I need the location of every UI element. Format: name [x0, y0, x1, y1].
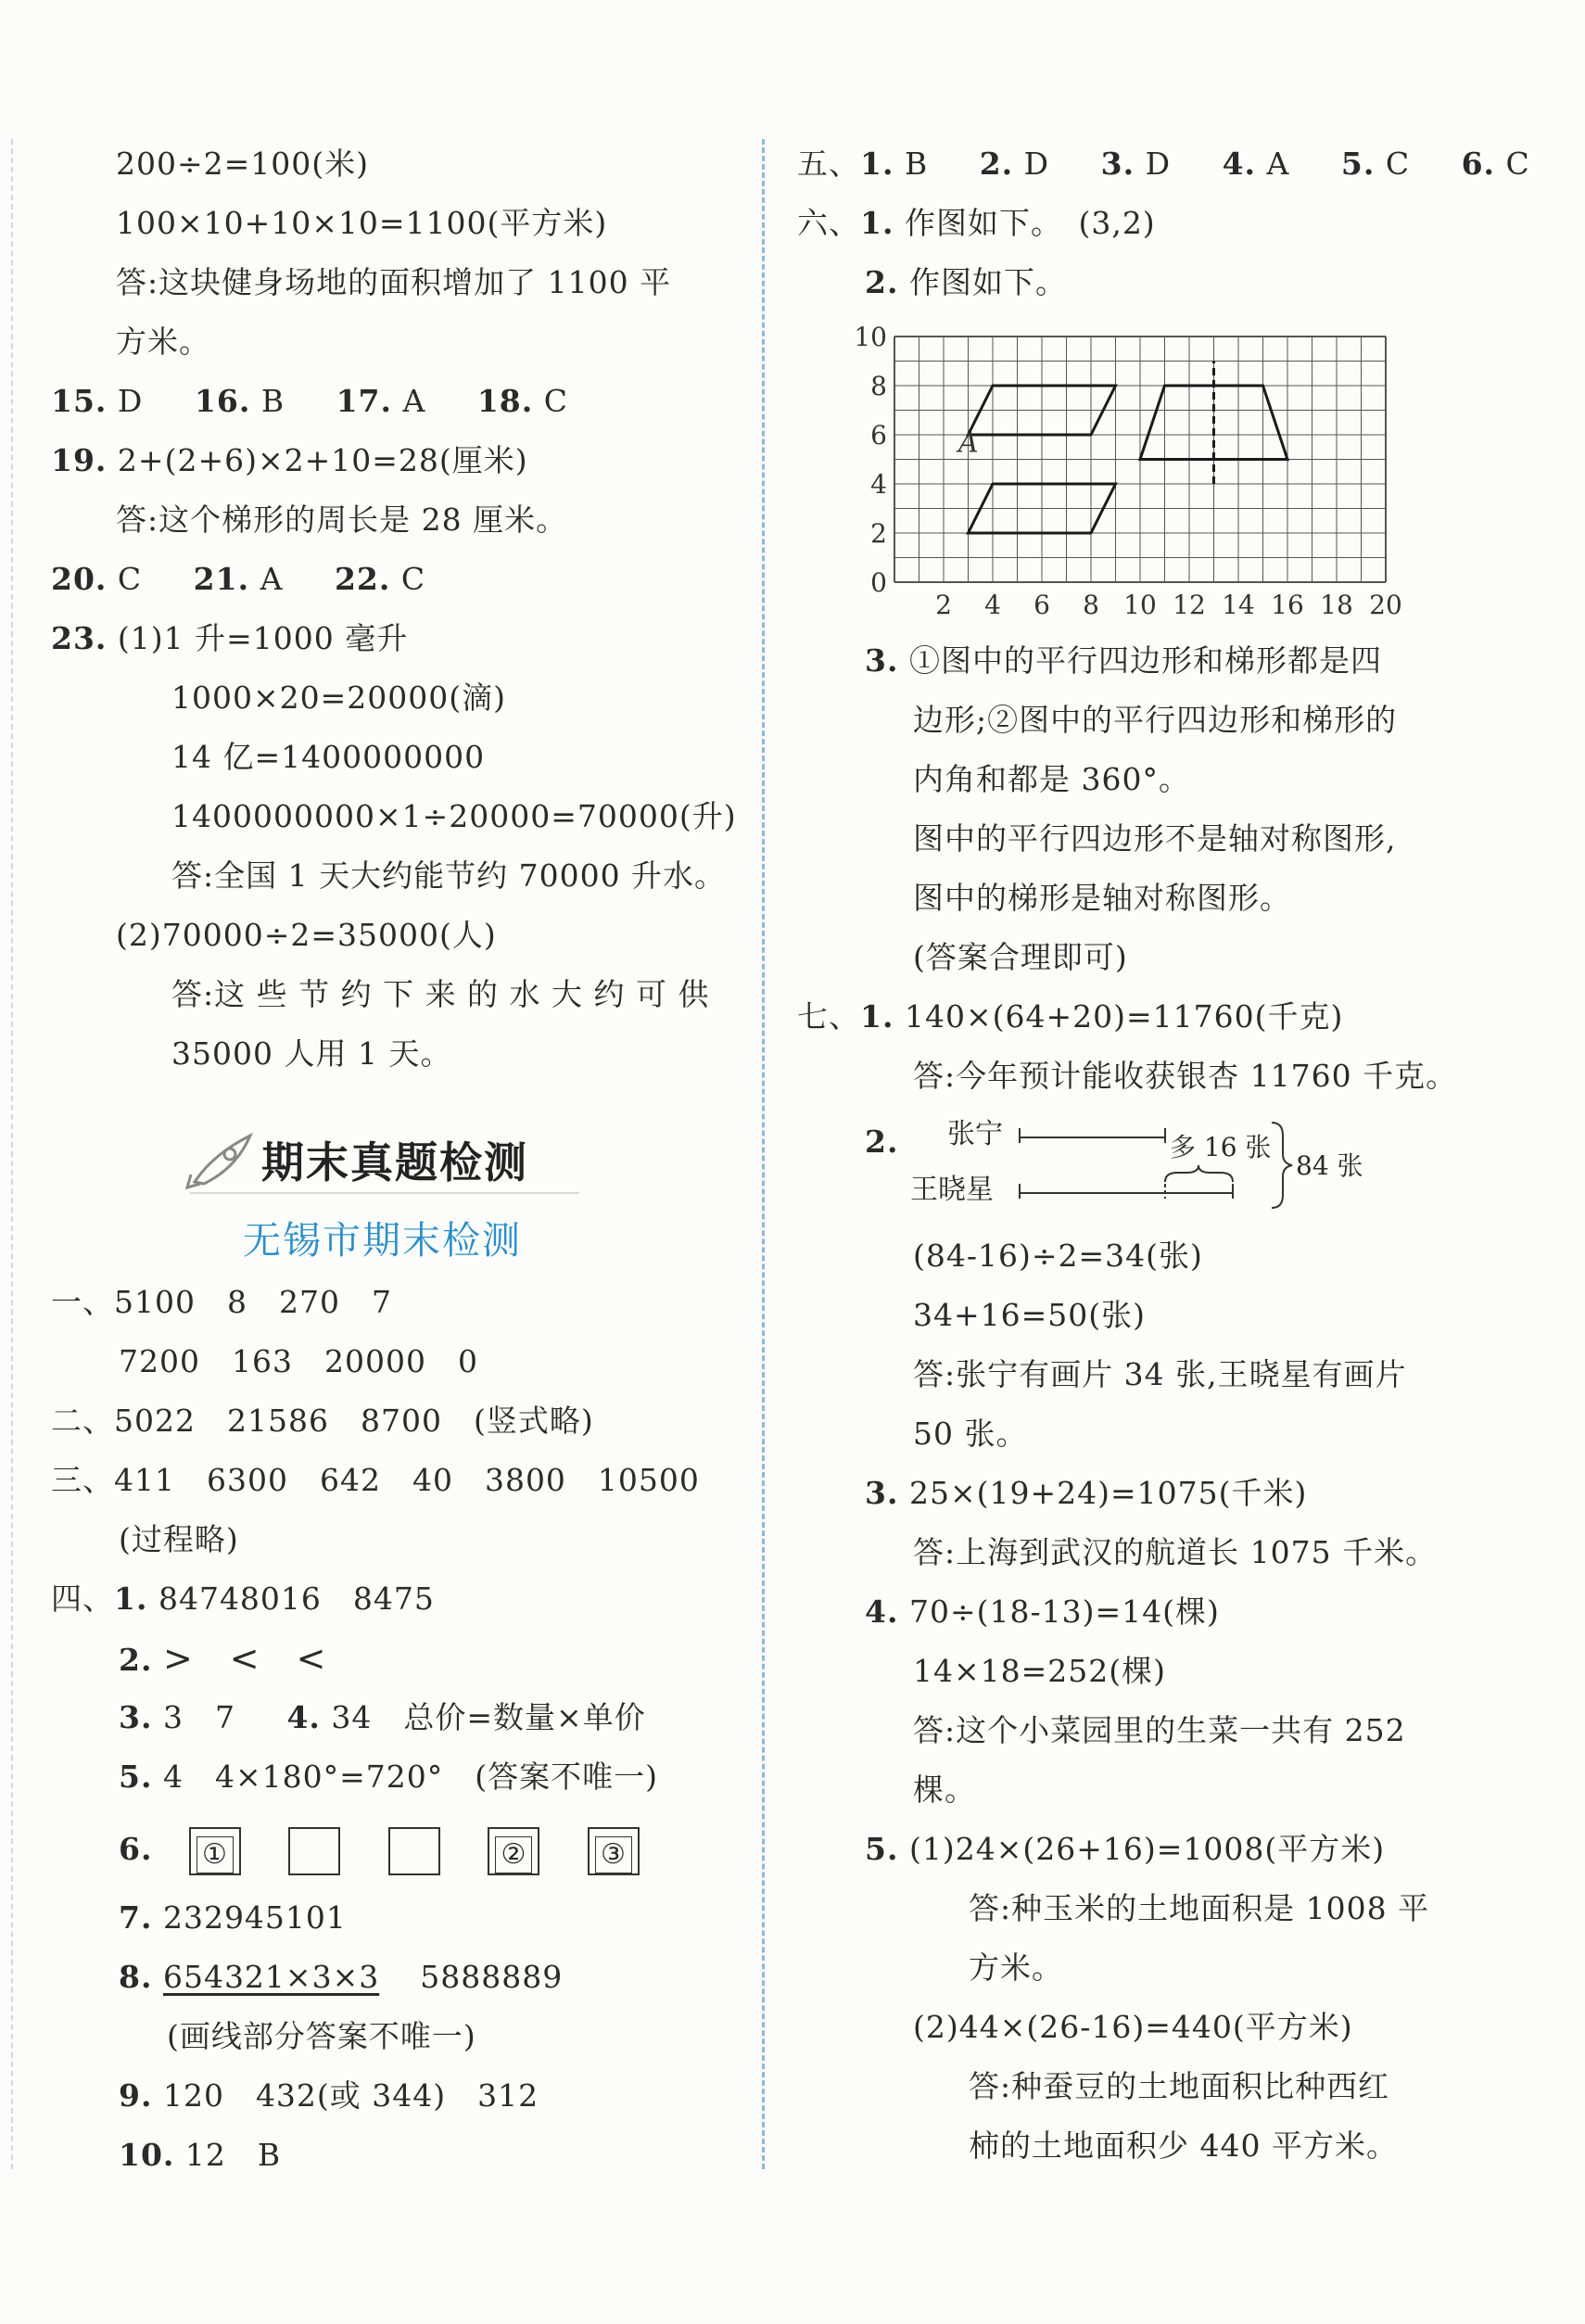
title-underline	[190, 1192, 579, 1194]
answer: B	[260, 383, 285, 419]
text-line: 内角和都是 360°。	[913, 761, 1190, 797]
x-tick-label: 10	[1123, 590, 1157, 620]
part-four-2	[119, 1629, 326, 1688]
text-line: (84-16)÷2=34(张)	[913, 1238, 1203, 1274]
question-number: 3.	[1100, 146, 1135, 182]
y-tick-label: 6	[870, 420, 887, 451]
x-tick-label: 18	[1320, 590, 1353, 620]
x-tick-label: 14	[1222, 590, 1255, 620]
part-seven-2-label	[865, 1112, 898, 1172]
question-number: 18.	[476, 383, 534, 419]
section-number: 五、	[797, 146, 860, 182]
text-line: 答:今年预计能收获银杏 11760 千克。	[913, 1058, 1458, 1094]
part-four-9	[119, 2066, 539, 2126]
text-line: 答:这块健身场地的面积增加了 1100 平	[116, 264, 672, 300]
answer: C	[1505, 146, 1530, 182]
section-number: 七、	[797, 998, 860, 1035]
part-six-2	[865, 253, 1067, 312]
left-margin-rule	[11, 139, 13, 2169]
text-line: (过程略)	[119, 1521, 239, 1557]
answer: C	[117, 561, 143, 597]
question-number: 15.	[51, 383, 108, 419]
text-line: 1400000000×1÷20000=70000(升)	[171, 798, 737, 834]
coordinate-grid	[848, 324, 1404, 621]
text-line: 100×10+10×10=1100(平方米)	[116, 205, 608, 241]
answer: (1)24×(26+16)=1008(平方米)	[908, 1831, 1386, 1867]
answer: A	[1266, 146, 1290, 182]
text-line: 50 张。	[913, 1416, 1028, 1452]
question-number: 6.	[119, 1831, 153, 1867]
text-line: 1000×20=20000(滴)	[171, 679, 507, 716]
text-line: 答:上海到武汉的航道长 1075 千米。	[913, 1534, 1438, 1570]
difference-label: 多 16 张	[1170, 1132, 1272, 1162]
text-line: 14×18=252(棵)	[913, 1653, 1167, 1689]
answer: C	[1385, 146, 1411, 182]
section-number: 六、	[797, 205, 860, 241]
column-divider	[762, 139, 765, 2169]
answer: 120 432(或 344) 312	[162, 2077, 539, 2114]
question-number: 17.	[336, 383, 392, 419]
rocket-icon	[185, 1126, 260, 1191]
answer: 5022 21586 8700 (竖式略)	[114, 1403, 594, 1439]
text-line: (2)44×(26-16)=440(平方米)	[913, 2009, 1353, 2045]
brace-total	[1272, 1123, 1292, 1208]
question-number: 2.	[119, 1642, 153, 1678]
text-line: 答:种玉米的土地面积是 1008 平	[969, 1890, 1430, 1926]
question-number: 1.	[860, 205, 894, 241]
text-line: 答:这个小菜园里的生菜一共有 252	[913, 1712, 1406, 1748]
y-tick-label: 0	[870, 567, 887, 598]
answer: 作图如下。 (3,2)	[904, 205, 1156, 241]
text-line: 图中的平行四边形不是轴对称图形,	[913, 820, 1397, 857]
question-number: 1.	[860, 146, 894, 182]
text-line: 方米。	[116, 324, 210, 360]
part-four-7	[119, 1888, 347, 1948]
answer: A	[402, 383, 426, 419]
text-line: (画线部分答案不唯一)	[167, 2018, 476, 2054]
text-line: 方米。	[969, 1949, 1063, 1986]
answer-row-20-22	[51, 550, 425, 609]
section-number: 一、	[51, 1284, 114, 1320]
text-line: 棵。	[913, 1772, 976, 1808]
part-four-5	[119, 1747, 658, 1807]
answer-box	[189, 1827, 241, 1875]
part-four-6	[119, 1817, 677, 1882]
answer: 84748016 8475	[158, 1581, 435, 1617]
answer: 5888889	[420, 1959, 564, 1995]
point-label: A	[957, 426, 979, 460]
part-five	[797, 134, 1530, 194]
answer: 140×(64+20)=11760(千克)	[904, 998, 1344, 1035]
answer: 5100 8 270 7	[114, 1284, 392, 1320]
underlined-answer: 654321×3×3	[162, 1959, 380, 1995]
name-label: 张宁	[947, 1118, 1003, 1150]
text-line: 答:这个梯形的周长是 28 厘米。	[116, 502, 568, 538]
answer: ①图中的平行四边形和梯形都是四	[908, 642, 1382, 679]
x-tick-label: 20	[1369, 590, 1402, 620]
answer: D	[1023, 146, 1050, 182]
question-number: 2.	[865, 1124, 899, 1160]
text-line: 34+16=50(张)	[913, 1297, 1147, 1333]
answer: 4 4×180°=720° (答案不唯一)	[162, 1759, 658, 1795]
x-tick-label: 16	[1271, 590, 1304, 620]
answer: 411 6300 642 40 3800 10500	[114, 1462, 700, 1498]
circled-answer: ③	[595, 1836, 632, 1873]
part-one	[51, 1273, 392, 1332]
y-tick-label: 4	[870, 469, 887, 500]
question-number: 22.	[334, 561, 391, 597]
part-four-10	[119, 2126, 281, 2185]
answer: 232945101	[162, 1899, 347, 1936]
question-number: 5.	[119, 1759, 153, 1795]
part-seven-5	[865, 1820, 1385, 1879]
answer-box-empty	[388, 1827, 440, 1875]
section-number: 二、	[51, 1403, 114, 1439]
question-number: 1.	[114, 1581, 148, 1617]
section-number: 四、	[51, 1581, 114, 1617]
part-two	[51, 1391, 594, 1451]
circled-answer: ②	[495, 1836, 532, 1873]
part-four-3-4	[119, 1688, 646, 1747]
circled-answer: ①	[197, 1836, 234, 1873]
line-segment-diagram	[908, 1108, 1390, 1219]
x-tick-label: 8	[1083, 590, 1099, 620]
answer: 12 B	[184, 2137, 282, 2173]
part-six-1	[797, 194, 1156, 253]
total-label: 84 张	[1296, 1150, 1363, 1181]
question-number: 2.	[979, 146, 1014, 182]
question-number: 4.	[286, 1699, 321, 1735]
text-line: 答:种蚕豆的土地面积比种西红	[969, 2068, 1390, 2104]
answer: C	[400, 561, 426, 597]
text-line: (答案合理即可)	[913, 939, 1128, 975]
question-number: 8.	[119, 1959, 153, 1995]
answer: (1)1 升=1000 毫升	[117, 620, 409, 656]
answer: A	[260, 561, 284, 597]
answer: D	[117, 383, 144, 419]
part-six-3	[865, 631, 1382, 691]
question-number: 9.	[119, 2077, 153, 2114]
answer: B	[904, 146, 929, 182]
answer-row-15-18	[51, 372, 568, 431]
question-number: 3.	[865, 642, 899, 679]
answer: 3 7	[162, 1699, 235, 1735]
text-line: 200÷2=100(米)	[116, 146, 370, 182]
part-four-1	[51, 1569, 435, 1629]
section-title: 期末真题检测	[261, 1137, 528, 1187]
answer: C	[543, 383, 569, 419]
text-line: 边形;②图中的平行四边形和梯形的	[913, 702, 1398, 738]
x-tick-label: 12	[1173, 590, 1206, 620]
y-tick-label: 8	[870, 371, 887, 401]
y-tick-label: 10	[854, 324, 887, 352]
text-line: 柿的土地面积少 440 平方米。	[969, 2127, 1398, 2164]
answer-box	[588, 1827, 640, 1875]
question-number: 10.	[119, 2137, 175, 2173]
question-number: 5.	[865, 1831, 899, 1867]
text-line: 图中的梯形是轴对称图形。	[913, 880, 1291, 916]
question-number: 7.	[119, 1899, 153, 1936]
text-line: 答:全国 1 天大约能节约 70000 升水。	[171, 857, 727, 894]
y-tick-label: 2	[870, 518, 887, 549]
question-number: 1.	[860, 998, 894, 1035]
text-line: 7200 163 20000 0	[119, 1343, 478, 1379]
answer: D	[1145, 146, 1172, 182]
part-three	[51, 1451, 700, 1510]
text-line: (2)70000÷2=35000(人)	[116, 917, 497, 953]
x-tick-label: 4	[984, 590, 1001, 620]
answer: > < <	[162, 1638, 327, 1679]
text-line: 答:这 些 节 约 下 来 的 水 大 约 可 供	[171, 976, 710, 1012]
part-seven-1	[797, 987, 1343, 1047]
section-subtitle: 无锡市期末检测	[243, 1218, 522, 1263]
part-four-8	[119, 1948, 563, 2007]
x-tick-label: 6	[1033, 590, 1050, 620]
name-label: 王晓星	[910, 1174, 994, 1206]
question-number: 4.	[1222, 146, 1257, 182]
question-number: 6.	[1461, 146, 1496, 182]
question-number: 23.	[51, 620, 108, 656]
answer-box-empty	[288, 1827, 340, 1875]
x-tick-label: 2	[935, 590, 952, 620]
answer: 作图如下。	[908, 264, 1067, 300]
part-seven-4	[865, 1582, 1220, 1642]
text-line: 35000 人用 1 天。	[171, 1035, 452, 1072]
question-number: 4.	[865, 1594, 899, 1630]
question-number: 3.	[865, 1475, 899, 1511]
question-number: 3.	[119, 1699, 153, 1735]
question-number: 2.	[865, 264, 899, 300]
answer: 34 总价=数量×单价	[331, 1699, 646, 1735]
section-number: 三、	[51, 1462, 114, 1498]
question-number: 19.	[51, 442, 108, 478]
answer: 25×(19+24)=1075(千米)	[908, 1475, 1308, 1511]
answer-box	[488, 1827, 539, 1875]
answer: 2+(2+6)×2+10=28(厘米)	[117, 442, 528, 478]
text-line: 答:张宁有画片 34 张,王晓星有画片	[913, 1356, 1407, 1392]
part-seven-3	[865, 1464, 1307, 1523]
answer: 70÷(18-13)=14(棵)	[908, 1594, 1220, 1630]
answer-row-19	[51, 431, 528, 490]
question-number: 16.	[194, 383, 251, 419]
question-number: 5.	[1340, 146, 1376, 182]
answer-row-23	[51, 609, 408, 668]
question-number: 21.	[193, 561, 250, 597]
text-line: 14 亿=1400000000	[171, 739, 486, 775]
brace-more	[1165, 1165, 1233, 1182]
question-number: 20.	[51, 561, 108, 597]
